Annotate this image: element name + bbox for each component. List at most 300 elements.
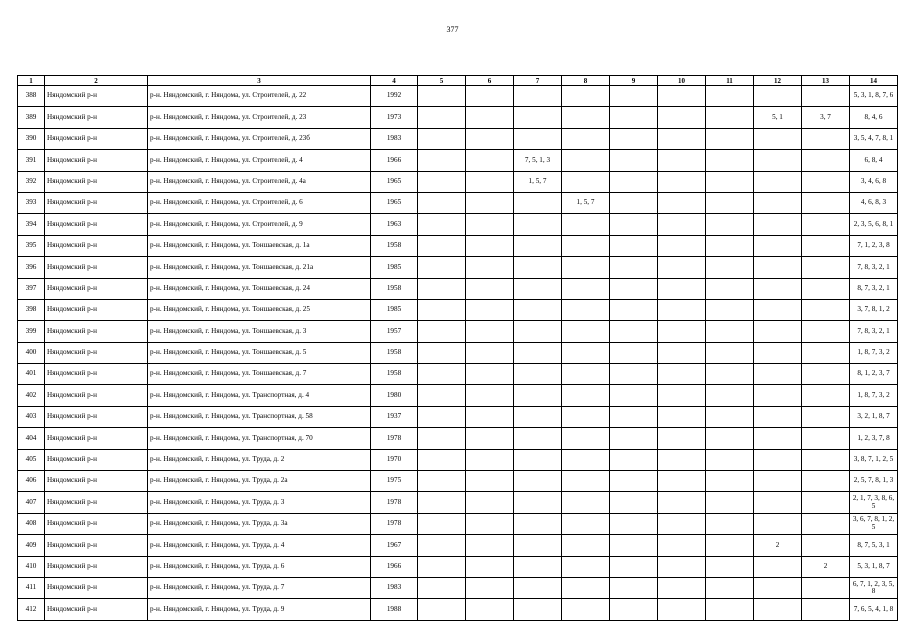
column-header-4: 4: [371, 76, 418, 86]
cell-col-9: [610, 299, 658, 320]
cell-col-1: 407: [18, 492, 45, 513]
cell-col-11: [706, 577, 754, 598]
cell-col-6: [466, 577, 514, 598]
cell-col-6: [466, 150, 514, 171]
cell-col-5: [418, 86, 466, 107]
cell-col-14: 7, 6, 5, 4, 1, 8: [850, 599, 898, 620]
cell-col-10: [658, 171, 706, 192]
cell-col-6: [466, 492, 514, 513]
cell-col-5: [418, 599, 466, 620]
cell-col-12: [754, 406, 802, 427]
cell-col-14: 2, 3, 5, 6, 8, 1: [850, 214, 898, 235]
cell-col-1: 411: [18, 577, 45, 598]
cell-col-3: р-н. Няндомский, г. Няндома, ул. Тоншаевская, д. 24: [148, 278, 371, 299]
column-header-3: 3: [148, 76, 371, 86]
cell-col-10: [658, 257, 706, 278]
cell-col-3: р-н. Няндомский, г. Няндома, ул. Труда, д. 2а: [148, 471, 371, 492]
cell-col-6: [466, 471, 514, 492]
cell-col-8: [562, 86, 610, 107]
cell-col-9: [610, 406, 658, 427]
cell-col-9: [610, 235, 658, 256]
cell-col-13: [802, 171, 850, 192]
cell-col-9: [610, 556, 658, 577]
cell-col-14: 8, 7, 3, 2, 1: [850, 278, 898, 299]
cell-col-9: [610, 150, 658, 171]
cell-col-12: [754, 150, 802, 171]
cell-col-5: [418, 321, 466, 342]
cell-col-2: Няндомский р-н: [45, 385, 148, 406]
cell-col-4: 1970: [371, 449, 418, 470]
cell-col-10: [658, 599, 706, 620]
cell-col-2: Няндомский р-н: [45, 150, 148, 171]
cell-col-8: [562, 128, 610, 149]
table-row: [18, 214, 898, 235]
cell-col-8: [562, 449, 610, 470]
cell-col-14: 4, 6, 8, 3: [850, 192, 898, 213]
cell-col-7: [514, 299, 562, 320]
cell-col-8: [562, 535, 610, 556]
cell-col-13: [802, 449, 850, 470]
cell-col-12: [754, 577, 802, 598]
cell-col-4: 1985: [371, 257, 418, 278]
cell-col-8: [562, 235, 610, 256]
cell-col-3: р-н. Няндомский, г. Няндома, ул. Труда, д. 3: [148, 492, 371, 513]
cell-col-6: [466, 364, 514, 385]
cell-col-13: 3, 7: [802, 107, 850, 128]
cell-col-13: [802, 513, 850, 534]
cell-col-4: 1978: [371, 513, 418, 534]
column-header-14: 14: [850, 76, 898, 86]
cell-col-9: [610, 171, 658, 192]
cell-col-3: р-н. Няндомский, г. Няндома, ул. Труда, д. 9: [148, 599, 371, 620]
cell-col-7: [514, 406, 562, 427]
cell-col-3: р-н. Няндомский, г. Няндома, ул. Строителей, д. 23: [148, 107, 371, 128]
cell-col-4: 1958: [371, 278, 418, 299]
cell-col-8: [562, 321, 610, 342]
cell-col-1: 394: [18, 214, 45, 235]
cell-col-11: [706, 342, 754, 363]
cell-col-13: [802, 150, 850, 171]
cell-col-3: р-н. Няндомский, г. Няндома, ул. Труда, д. 4: [148, 535, 371, 556]
cell-col-1: 389: [18, 107, 45, 128]
cell-col-4: 1988: [371, 599, 418, 620]
cell-col-14: 6, 8, 4: [850, 150, 898, 171]
cell-col-12: [754, 321, 802, 342]
cell-col-10: [658, 214, 706, 235]
cell-col-6: [466, 385, 514, 406]
cell-col-5: [418, 192, 466, 213]
cell-col-7: 7, 5, 1, 3: [514, 150, 562, 171]
cell-col-5: [418, 235, 466, 256]
cell-col-8: [562, 599, 610, 620]
cell-col-11: [706, 128, 754, 149]
cell-col-4: 1983: [371, 128, 418, 149]
table-row: [18, 342, 898, 363]
cell-col-4: 1965: [371, 192, 418, 213]
cell-col-11: [706, 364, 754, 385]
cell-col-13: [802, 599, 850, 620]
cell-col-13: [802, 86, 850, 107]
cell-col-10: [658, 385, 706, 406]
cell-col-9: [610, 321, 658, 342]
cell-col-6: [466, 556, 514, 577]
cell-col-9: [610, 577, 658, 598]
cell-col-11: [706, 406, 754, 427]
cell-col-5: [418, 577, 466, 598]
cell-col-1: 406: [18, 471, 45, 492]
cell-col-14: 5, 3, 1, 8, 7, 6: [850, 86, 898, 107]
cell-col-9: [610, 364, 658, 385]
cell-col-9: [610, 513, 658, 534]
cell-col-3: р-н. Няндомский, г. Няндома, ул. Строителей, д. 4а: [148, 171, 371, 192]
cell-col-4: 1980: [371, 385, 418, 406]
cell-col-4: 1992: [371, 86, 418, 107]
column-header-10: 10: [658, 76, 706, 86]
cell-col-6: [466, 235, 514, 256]
table-row: [18, 192, 898, 213]
page-number: 377: [446, 25, 459, 34]
table-row: [18, 471, 898, 492]
cell-col-11: [706, 192, 754, 213]
cell-col-1: 402: [18, 385, 45, 406]
cell-col-12: [754, 299, 802, 320]
cell-col-6: [466, 171, 514, 192]
table-row: [18, 107, 898, 128]
cell-col-12: [754, 192, 802, 213]
table-row: [18, 428, 898, 449]
cell-col-9: [610, 385, 658, 406]
cell-col-13: [802, 278, 850, 299]
cell-col-14: 6, 7, 1, 2, 3, 5, 8: [850, 577, 898, 598]
cell-col-7: [514, 192, 562, 213]
cell-col-11: [706, 257, 754, 278]
cell-col-14: 7, 1, 2, 3, 8: [850, 235, 898, 256]
table-row: [18, 449, 898, 470]
cell-col-11: [706, 556, 754, 577]
cell-col-13: [802, 364, 850, 385]
table-row: [18, 86, 898, 107]
cell-col-2: Няндомский р-н: [45, 278, 148, 299]
cell-col-12: [754, 364, 802, 385]
cell-col-13: [802, 385, 850, 406]
table-row: [18, 513, 898, 534]
cell-col-3: р-н. Няндомский, г. Няндома, ул. Транспортная, д. 4: [148, 385, 371, 406]
cell-col-3: р-н. Няндомский, г. Няндома, ул. Тоншаевская, д. 7: [148, 364, 371, 385]
cell-col-2: Няндомский р-н: [45, 321, 148, 342]
cell-col-6: [466, 107, 514, 128]
cell-col-14: 2, 5, 7, 8, 1, 3: [850, 471, 898, 492]
cell-col-8: [562, 107, 610, 128]
cell-col-10: [658, 471, 706, 492]
table-row: [18, 321, 898, 342]
column-header-11: 11: [706, 76, 754, 86]
cell-col-8: [562, 492, 610, 513]
cell-col-10: [658, 321, 706, 342]
cell-col-4: 1958: [371, 364, 418, 385]
cell-col-2: Няндомский р-н: [45, 107, 148, 128]
table-row: [18, 278, 898, 299]
cell-col-9: [610, 107, 658, 128]
cell-col-3: р-н. Няндомский, г. Няндома, ул. Тоншаевская, д. 5: [148, 342, 371, 363]
cell-col-7: [514, 535, 562, 556]
cell-col-9: [610, 428, 658, 449]
cell-col-5: [418, 342, 466, 363]
cell-col-8: [562, 513, 610, 534]
table-row: [18, 364, 898, 385]
cell-col-11: [706, 214, 754, 235]
cell-col-12: [754, 492, 802, 513]
cell-col-5: [418, 257, 466, 278]
cell-col-8: 1, 5, 7: [562, 192, 610, 213]
cell-col-8: [562, 471, 610, 492]
cell-col-14: 3, 4, 6, 8: [850, 171, 898, 192]
cell-col-10: [658, 577, 706, 598]
cell-col-4: 1957: [371, 321, 418, 342]
cell-col-3: р-н. Няндомский, г. Няндома, ул. Тоншаевская, д. 25: [148, 299, 371, 320]
cell-col-2: Няндомский р-н: [45, 599, 148, 620]
cell-col-7: [514, 128, 562, 149]
cell-col-10: [658, 406, 706, 427]
cell-col-7: [514, 278, 562, 299]
cell-col-3: р-н. Няндомский, г. Няндома, ул. Транспортная, д. 70: [148, 428, 371, 449]
cell-col-10: [658, 513, 706, 534]
cell-col-10: [658, 342, 706, 363]
table-body: [18, 86, 898, 621]
cell-col-11: [706, 321, 754, 342]
cell-col-11: [706, 513, 754, 534]
table-row: [18, 128, 898, 149]
cell-col-7: 1, 5, 7: [514, 171, 562, 192]
cell-col-9: [610, 257, 658, 278]
cell-col-8: [562, 577, 610, 598]
cell-col-10: [658, 428, 706, 449]
cell-col-2: Няндомский р-н: [45, 257, 148, 278]
cell-col-1: 390: [18, 128, 45, 149]
cell-col-6: [466, 321, 514, 342]
cell-col-6: [466, 449, 514, 470]
cell-col-13: [802, 428, 850, 449]
cell-col-3: р-н. Няндомский, г. Няндома, ул. Строителей, д. 23б: [148, 128, 371, 149]
cell-col-7: [514, 471, 562, 492]
cell-col-13: [802, 192, 850, 213]
cell-col-2: Няндомский р-н: [45, 535, 148, 556]
column-header-1: 1: [18, 76, 45, 86]
cell-col-7: [514, 513, 562, 534]
table-row: [18, 492, 898, 513]
cell-col-14: 1, 2, 3, 7, 8: [850, 428, 898, 449]
cell-col-8: [562, 171, 610, 192]
cell-col-2: Няндомский р-н: [45, 192, 148, 213]
cell-col-13: [802, 406, 850, 427]
cell-col-6: [466, 128, 514, 149]
cell-col-8: [562, 299, 610, 320]
cell-col-12: [754, 449, 802, 470]
register-table: [17, 75, 898, 621]
cell-col-9: [610, 342, 658, 363]
cell-col-11: [706, 150, 754, 171]
cell-col-1: 396: [18, 257, 45, 278]
cell-col-2: Няндомский р-н: [45, 513, 148, 534]
cell-col-10: [658, 278, 706, 299]
cell-col-11: [706, 385, 754, 406]
cell-col-14: 8, 4, 6: [850, 107, 898, 128]
cell-col-5: [418, 513, 466, 534]
cell-col-3: р-н. Няндомский, г. Няндома, ул. Строителей, д. 6: [148, 192, 371, 213]
cell-col-9: [610, 449, 658, 470]
cell-col-14: 8, 7, 5, 3, 1: [850, 535, 898, 556]
column-header-2: 2: [45, 76, 148, 86]
table-row: [18, 257, 898, 278]
cell-col-1: 404: [18, 428, 45, 449]
cell-col-1: 412: [18, 599, 45, 620]
cell-col-14: 8, 1, 2, 3, 7: [850, 364, 898, 385]
cell-col-11: [706, 449, 754, 470]
cell-col-2: Няндомский р-н: [45, 406, 148, 427]
cell-col-3: р-н. Няндомский, г. Няндома, ул. Строителей, д. 4: [148, 150, 371, 171]
cell-col-1: 410: [18, 556, 45, 577]
cell-col-11: [706, 599, 754, 620]
table-row: [18, 599, 898, 620]
table-row: [18, 406, 898, 427]
cell-col-6: [466, 278, 514, 299]
cell-col-4: 1975: [371, 471, 418, 492]
cell-col-14: 3, 5, 4, 7, 8, 1: [850, 128, 898, 149]
cell-col-3: р-н. Няндомский, г. Няндома, ул. Тоншаевская, д. 1а: [148, 235, 371, 256]
cell-col-4: 1985: [371, 299, 418, 320]
cell-col-7: [514, 385, 562, 406]
cell-col-11: [706, 428, 754, 449]
cell-col-4: 1973: [371, 107, 418, 128]
cell-col-12: [754, 235, 802, 256]
cell-col-11: [706, 171, 754, 192]
column-header-9: 9: [610, 76, 658, 86]
cell-col-7: [514, 107, 562, 128]
cell-col-13: [802, 214, 850, 235]
cell-col-2: Няндомский р-н: [45, 235, 148, 256]
cell-col-1: 391: [18, 150, 45, 171]
cell-col-2: Няндомский р-н: [45, 449, 148, 470]
cell-col-8: [562, 428, 610, 449]
cell-col-5: [418, 406, 466, 427]
cell-col-12: [754, 385, 802, 406]
cell-col-13: [802, 471, 850, 492]
cell-col-3: р-н. Няндомский, г. Няндома, ул. Труда, д. 2: [148, 449, 371, 470]
cell-col-5: [418, 385, 466, 406]
cell-col-14: 7, 8, 3, 2, 1: [850, 257, 898, 278]
cell-col-2: Няндомский р-н: [45, 364, 148, 385]
cell-col-10: [658, 492, 706, 513]
cell-col-4: 1967: [371, 535, 418, 556]
cell-col-10: [658, 364, 706, 385]
cell-col-9: [610, 599, 658, 620]
cell-col-7: [514, 257, 562, 278]
cell-col-11: [706, 107, 754, 128]
cell-col-5: [418, 556, 466, 577]
cell-col-11: [706, 299, 754, 320]
table-row: [18, 299, 898, 320]
cell-col-12: [754, 471, 802, 492]
cell-col-13: [802, 128, 850, 149]
cell-col-5: [418, 214, 466, 235]
cell-col-10: [658, 192, 706, 213]
cell-col-9: [610, 86, 658, 107]
cell-col-2: Няндомский р-н: [45, 556, 148, 577]
cell-col-12: [754, 128, 802, 149]
cell-col-6: [466, 257, 514, 278]
cell-col-8: [562, 364, 610, 385]
cell-col-2: Няндомский р-н: [45, 299, 148, 320]
cell-col-1: 395: [18, 235, 45, 256]
cell-col-6: [466, 299, 514, 320]
cell-col-3: р-н. Няндомский, г. Няндома, ул. Строителей, д. 22: [148, 86, 371, 107]
cell-col-7: [514, 86, 562, 107]
cell-col-7: [514, 342, 562, 363]
cell-col-10: [658, 556, 706, 577]
column-header-13: 13: [802, 76, 850, 86]
cell-col-4: 1966: [371, 556, 418, 577]
cell-col-9: [610, 471, 658, 492]
cell-col-1: 393: [18, 192, 45, 213]
cell-col-4: 1958: [371, 235, 418, 256]
cell-col-13: [802, 321, 850, 342]
cell-col-1: 388: [18, 86, 45, 107]
cell-col-5: [418, 171, 466, 192]
cell-col-13: [802, 535, 850, 556]
cell-col-13: 2: [802, 556, 850, 577]
column-header-8: 8: [562, 76, 610, 86]
cell-col-7: [514, 235, 562, 256]
cell-col-14: 7, 8, 3, 2, 1: [850, 321, 898, 342]
cell-col-9: [610, 535, 658, 556]
table-row: [18, 577, 898, 598]
cell-col-2: Няндомский р-н: [45, 471, 148, 492]
cell-col-12: [754, 214, 802, 235]
cell-col-10: [658, 535, 706, 556]
cell-col-11: [706, 471, 754, 492]
cell-col-1: 397: [18, 278, 45, 299]
cell-col-2: Няндомский р-н: [45, 214, 148, 235]
cell-col-14: 2, 1, 7, 3, 8, 6, 5: [850, 492, 898, 513]
cell-col-11: [706, 535, 754, 556]
column-header-6: 6: [466, 76, 514, 86]
cell-col-8: [562, 556, 610, 577]
cell-col-4: 1958: [371, 342, 418, 363]
cell-col-2: Няндомский р-н: [45, 342, 148, 363]
cell-col-13: [802, 299, 850, 320]
column-header-12: 12: [754, 76, 802, 86]
cell-col-11: [706, 492, 754, 513]
cell-col-11: [706, 86, 754, 107]
cell-col-1: 405: [18, 449, 45, 470]
table-row: [18, 171, 898, 192]
cell-col-2: Няндомский р-н: [45, 86, 148, 107]
cell-col-13: [802, 577, 850, 598]
cell-col-14: 3, 6, 7, 8, 1, 2, 5: [850, 513, 898, 534]
cell-col-8: [562, 257, 610, 278]
cell-col-2: Няндомский р-н: [45, 171, 148, 192]
cell-col-12: [754, 428, 802, 449]
cell-col-14: 3, 7, 8, 1, 2: [850, 299, 898, 320]
cell-col-7: [514, 321, 562, 342]
cell-col-5: [418, 492, 466, 513]
header-row: [18, 76, 898, 86]
cell-col-7: [514, 577, 562, 598]
cell-col-5: [418, 150, 466, 171]
cell-col-13: [802, 342, 850, 363]
cell-col-4: 1966: [371, 150, 418, 171]
cell-col-12: [754, 342, 802, 363]
cell-col-5: [418, 278, 466, 299]
